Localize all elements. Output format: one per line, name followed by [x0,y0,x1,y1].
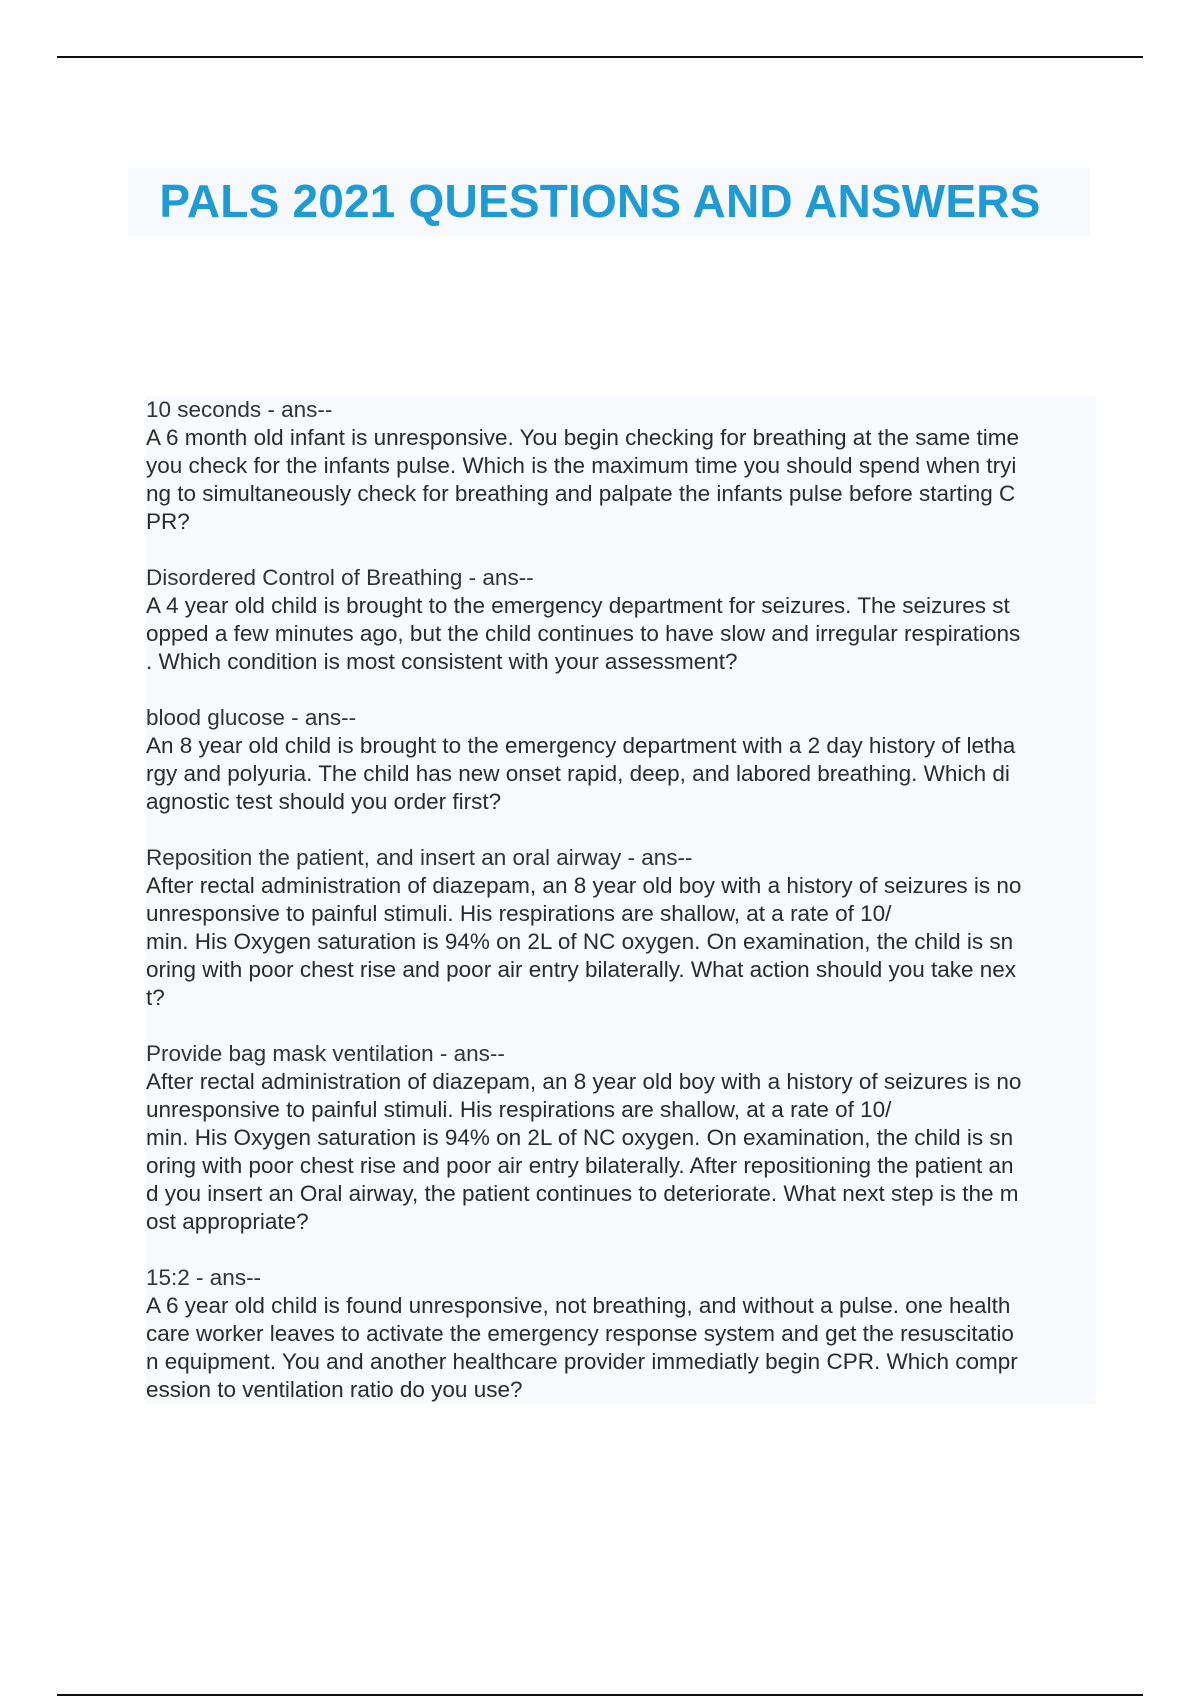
answer-text: blood glucose - ans-- [146,705,357,730]
question-text: An 8 year old child is brought to the emergency department with a 2 day history of letha rgy and polyuria. The child has new onset rapid, deep, and labored breathing. Which di agnostic test should you order first? [146,733,1016,814]
answer-text: Reposition the patient, and insert an oral airway - ans-- [146,845,693,870]
question-text: A 4 year old child is brought to the emergency department for seizures. The seizures st opped a few minutes ago, but the child continues to have slow and irregular respirations . Which condition is most consistent with your assessment? [146,593,1021,674]
question-text: A 6 year old child is found unresponsive, not breathing, and without a pulse. one health care worker leaves to activate the emergency response system and get the resuscitatio n equipment. You and another healthcare provider immediatly begin CPR. Which compr ession to ventilation ratio do you use? [146,1293,1018,1402]
qa-item [146,396,1096,536]
qa-item [146,1040,1096,1236]
question-text: After rectal administration of diazepam, an 8 year old boy with a history of seizures is no unresponsive to painful stimuli. His respirations are shallow, at a rate of 10/ min. His Oxygen saturation is 94% on 2L of NC oxygen. On examination, the child is sn oring with poor chest rise and poor air entry bilaterally. What action should you take nex t? [146,873,1022,1010]
document-title: PALS 2021 QUESTIONS AND ANSWERS [159,175,1041,227]
qa-list [146,396,1096,1404]
answer-text: 15:2 - ans-- [146,1265,262,1290]
question-text: A 6 month old infant is unresponsive. You begin checking for breathing at the same time you check for the infants pulse. Which is the maximum time you should spend when tryi ng to simultaneously check for breathing and palpate the infants pulse before starting C PR? [146,425,1020,534]
qa-item [146,1264,1096,1404]
qa-item [146,704,1096,816]
qa-item [146,564,1096,676]
answer-text: Disordered Control of Breathing - ans-- [146,565,534,590]
top-divider [57,56,1143,58]
answer-text: Provide bag mask ventilation - ans-- [146,1041,505,1066]
bottom-divider [57,1694,1143,1696]
question-text: After rectal administration of diazepam, an 8 year old boy with a history of seizures is no unresponsive to painful stimuli. His respirations are shallow, at a rate of 10/ min. His Oxygen saturation is 94% on 2L of NC oxygen. On examination, the child is sn oring with poor chest rise and poor air entry bilaterally. After repositioning the patient an d you insert an Oral airway, the patient continues to deteriorate. What next step is the m ost appropriate? [146,1069,1022,1234]
answer-text: 10 seconds - ans-- [146,397,333,422]
qa-item [146,844,1096,1012]
